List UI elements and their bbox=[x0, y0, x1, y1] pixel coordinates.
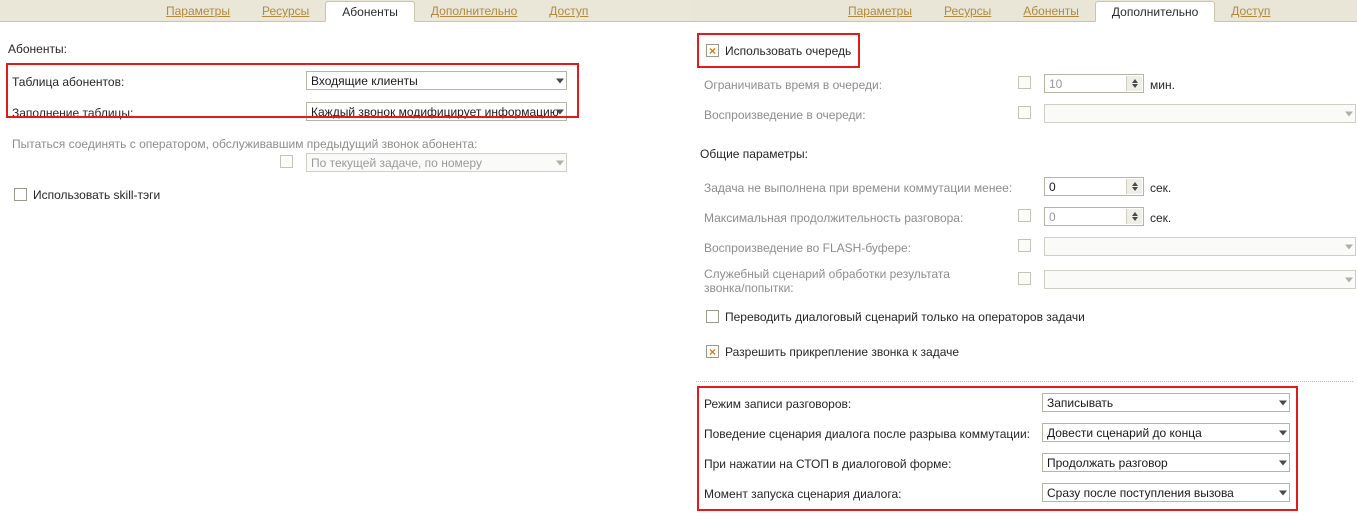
task-not-done-input[interactable] bbox=[1044, 177, 1144, 196]
left-tabs bbox=[150, 0, 604, 22]
task-not-done-value: 0 bbox=[1049, 179, 1056, 194]
service-script-label-line1: Служебный сценарий обработки результата bbox=[704, 267, 950, 281]
attach-call-checkbox[interactable] bbox=[706, 345, 719, 358]
tab-abonenty[interactable]: Абоненты bbox=[1023, 4, 1079, 18]
task-not-done-unit: сек. bbox=[1150, 181, 1172, 195]
chevron-down-icon[interactable] bbox=[550, 154, 566, 171]
right-tabstrip bbox=[692, 0, 1357, 22]
tab-dopolnitelno[interactable]: Дополнительно bbox=[430, 4, 518, 18]
section-divider bbox=[696, 381, 1353, 382]
launch-moment-label: Момент запуска сценария диалога: bbox=[704, 487, 902, 501]
launch-moment-value: Сразу после поступления вызова bbox=[1047, 485, 1234, 500]
record-mode-combo[interactable] bbox=[1042, 393, 1290, 412]
limit-queue-time-value: 10 bbox=[1049, 76, 1063, 91]
transfer-dialog-label: Переводить диалоговый сценарий только на операторов задачи bbox=[725, 310, 1085, 324]
limit-queue-time-unit: мин. bbox=[1150, 78, 1175, 92]
flash-playback-checkbox[interactable] bbox=[1018, 239, 1031, 252]
record-mode-value: Записывать bbox=[1047, 395, 1114, 410]
right-tabs bbox=[832, 0, 1286, 22]
subscriber-table-combo[interactable] bbox=[306, 71, 567, 90]
attach-call-label: Разрешить прикрепление звонка к задаче bbox=[725, 345, 960, 359]
task-not-done-label: Задача не выполнена при времени коммутации менее: bbox=[704, 181, 1013, 195]
spinner-arrows-icon[interactable] bbox=[1126, 179, 1142, 194]
tab-abonenty[interactable]: Абоненты bbox=[325, 1, 415, 22]
tab-resursy[interactable]: Ресурсы bbox=[261, 4, 310, 18]
chevron-down-icon[interactable] bbox=[1273, 424, 1289, 441]
use-queue-checkbox[interactable] bbox=[706, 44, 719, 57]
tab-resursy[interactable]: Ресурсы bbox=[943, 4, 992, 18]
record-mode-label: Режим записи разговоров: bbox=[704, 397, 852, 411]
max-talk-duration-unit: сек. bbox=[1150, 211, 1172, 225]
flash-playback-label: Воспроизведение во FLASH-буфере: bbox=[704, 241, 912, 255]
tab-dopolnitelno[interactable]: Дополнительно bbox=[1095, 1, 1215, 22]
try-connect-checkbox[interactable] bbox=[280, 155, 293, 168]
subscriber-table-value: Входящие клиенты bbox=[311, 73, 418, 88]
try-connect-value: По текущей задаче, по номеру bbox=[311, 155, 482, 170]
dialog-behavior-combo[interactable] bbox=[1042, 423, 1290, 442]
right-panel bbox=[692, 0, 1357, 516]
chevron-down-icon[interactable] bbox=[1339, 271, 1355, 288]
common-parameters-label: Общие параметры: bbox=[700, 147, 808, 161]
skill-tags-label: Использовать skill-тэги bbox=[33, 188, 161, 202]
subscriber-table-label: Таблица абонентов: bbox=[12, 75, 125, 89]
max-talk-duration-checkbox[interactable] bbox=[1018, 209, 1031, 222]
left-tabstrip bbox=[0, 0, 692, 22]
limit-queue-time-label: Ограничивать время в очереди: bbox=[704, 78, 883, 92]
table-fill-combo[interactable] bbox=[306, 102, 567, 121]
service-script-combo[interactable] bbox=[1044, 270, 1356, 289]
max-talk-duration-input[interactable] bbox=[1044, 207, 1144, 226]
table-fill-label: Заполнение таблицы: bbox=[12, 106, 134, 120]
table-fill-value: Каждый звонок модифицирует информацию bbox=[311, 104, 559, 119]
limit-queue-time-checkbox[interactable] bbox=[1018, 76, 1031, 89]
chevron-down-icon[interactable] bbox=[1273, 454, 1289, 471]
tab-parametry[interactable]: Параметры bbox=[166, 4, 230, 18]
tab-parametry[interactable]: Параметры bbox=[848, 4, 912, 18]
transfer-dialog-checkbox[interactable] bbox=[706, 310, 719, 323]
subscribers-group-label: Абоненты: bbox=[8, 42, 67, 56]
try-connect-combo[interactable] bbox=[306, 153, 567, 172]
max-talk-duration-value: 0 bbox=[1049, 209, 1056, 224]
queue-playback-label: Воспроизведение в очереди: bbox=[704, 108, 866, 122]
tab-dostup[interactable]: Доступ bbox=[1231, 4, 1271, 18]
try-connect-label: Пытаться соединять с оператором, обслуживавшим предыдущий звонок абонента: bbox=[12, 137, 478, 151]
dialog-behavior-value: Довести сценарий до конца bbox=[1047, 425, 1202, 440]
dialog-behavior-label: Поведение сценария диалога после разрыва коммутации: bbox=[704, 427, 1030, 441]
limit-queue-time-input[interactable] bbox=[1044, 74, 1144, 93]
flash-playback-combo[interactable] bbox=[1044, 237, 1356, 256]
chevron-down-icon[interactable] bbox=[1339, 105, 1355, 122]
queue-playback-checkbox[interactable] bbox=[1018, 106, 1031, 119]
use-queue-label: Использовать очередь bbox=[725, 44, 852, 58]
service-script-checkbox[interactable] bbox=[1018, 272, 1031, 285]
tab-dostup[interactable]: Доступ bbox=[549, 4, 589, 18]
queue-playback-combo[interactable] bbox=[1044, 104, 1356, 123]
stop-press-label: При нажатии на СТОП в диалоговой форме: bbox=[704, 457, 952, 471]
chevron-down-icon[interactable] bbox=[550, 103, 566, 120]
chevron-down-icon[interactable] bbox=[1273, 484, 1289, 501]
chevron-down-icon[interactable] bbox=[550, 72, 566, 89]
spinner-arrows-icon[interactable] bbox=[1126, 209, 1142, 224]
service-script-label-line2: звонка/попытки: bbox=[704, 281, 794, 295]
stop-press-value: Продолжать разговор bbox=[1047, 455, 1168, 470]
launch-moment-combo[interactable] bbox=[1042, 483, 1290, 502]
chevron-down-icon[interactable] bbox=[1273, 394, 1289, 411]
chevron-down-icon[interactable] bbox=[1339, 238, 1355, 255]
max-talk-duration-label: Максимальная продолжительность разговора: bbox=[704, 211, 964, 225]
stop-press-combo[interactable] bbox=[1042, 453, 1290, 472]
spinner-arrows-icon[interactable] bbox=[1126, 76, 1142, 91]
skill-tags-checkbox[interactable] bbox=[14, 188, 27, 201]
